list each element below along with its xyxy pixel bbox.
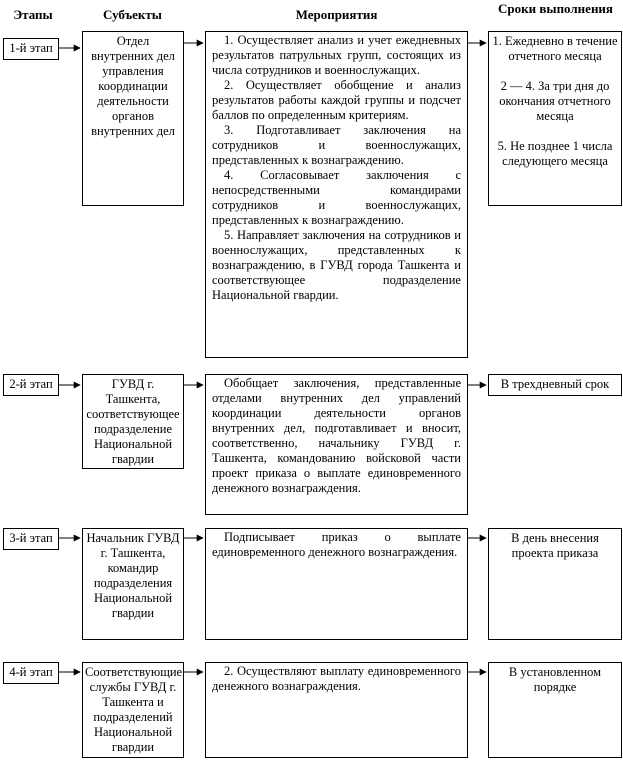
measure-4-1: 2. Осуществляют выплату единовременного денежного вознаграждения. bbox=[212, 664, 461, 693]
header-terms: Сроки выполнения bbox=[498, 1, 613, 16]
stage-1-label: 1-й этап bbox=[9, 41, 53, 55]
measure-1-1: 1. Осуществляет анализ и учет ежедневных результатов патрульных групп, состоящих из числа сотрудников и военнослужащих. bbox=[212, 33, 461, 77]
measure-1-3: 3. Подготавливает заключения на сотрудников и военнослужащих, представленных к вознаграждению. bbox=[212, 123, 461, 167]
terms-2-box bbox=[488, 374, 622, 396]
measure-1-5: 5. Направляет заключения на сотрудников и военнослужащих, представленных к вознаграждению, в ГУВД города Ташкента и соответствующее подразделение Национальной гвардии. bbox=[212, 228, 461, 302]
term-1-1: 1. Ежедневно в течение отчетного месяца bbox=[492, 34, 618, 63]
subject-3-box bbox=[82, 528, 184, 640]
measure-3-1: Подписывает приказ о выплате единовременного денежного вознаграждения. bbox=[212, 530, 461, 559]
stage-4-label: 4-й этап bbox=[9, 665, 53, 679]
header-measures: Мероприятия bbox=[295, 7, 378, 22]
measures-3-box bbox=[205, 528, 468, 640]
term-1-2: 2 — 4. За три дня до окончания отчетного месяца bbox=[499, 79, 611, 123]
header-stages: Этапы bbox=[13, 7, 53, 22]
measure-1-4: 4. Согласовывает заключения с непосредственными командирами сотрудников и военнослужащих, представленных к вознаграждению. bbox=[212, 168, 461, 227]
subject-2-text: ГУВД г. Ташкента, соответствующее подразделение Национальной гвардии bbox=[86, 377, 180, 466]
stage-3-box bbox=[3, 528, 59, 550]
subject-1-text: Отдел внутренних дел управления координации деятельности органов внутренних дел bbox=[91, 34, 175, 138]
terms-3-box bbox=[488, 528, 622, 640]
subject-2-box bbox=[82, 374, 184, 469]
measures-2-box bbox=[205, 374, 468, 515]
stage-3-label: 3-й этап bbox=[9, 531, 53, 545]
measure-1-2: 2. Осуществляет обобщение и анализ результатов работы каждой группы и подсчет баллов по определенным критериям. bbox=[212, 78, 461, 122]
stage-2-box bbox=[3, 374, 59, 396]
measure-2-1: Обобщает заключения, представленные отделами внутренних дел управлений координации деятельности органов внутренних дел, подготавливает и вносит, соответственно, начальнику ГУВД г. Ташкента, командованию войсковой части проект приказа о выплате единовременного денежного вознаграждения. bbox=[212, 376, 461, 495]
terms-4-box bbox=[488, 662, 622, 758]
term-1-3: 5. Не позднее 1 числа следующего месяца bbox=[497, 139, 613, 168]
measures-4-box bbox=[205, 662, 468, 758]
subject-4-text: Соответствующие службы ГУВД г. Ташкента и подразделений Национальной гвардии bbox=[85, 665, 183, 754]
measures-1-box bbox=[205, 31, 468, 358]
term-4-1: В установленном порядке bbox=[508, 665, 602, 694]
subject-3-text: Начальник ГУВД г. Ташкента, командир подразделения Национальной гвардии bbox=[86, 531, 180, 620]
subject-4-box bbox=[82, 662, 184, 758]
subject-1-box bbox=[82, 31, 184, 206]
stage-2-label: 2-й этап bbox=[9, 377, 53, 391]
header-subjects: Субъекты bbox=[103, 7, 162, 22]
term-2-1: В трехдневный срок bbox=[500, 377, 610, 391]
term-3-1: В день внесения проекта приказа bbox=[511, 531, 599, 560]
stage-1-box bbox=[3, 38, 59, 60]
terms-1-box bbox=[488, 31, 622, 206]
stage-4-box bbox=[3, 662, 59, 684]
